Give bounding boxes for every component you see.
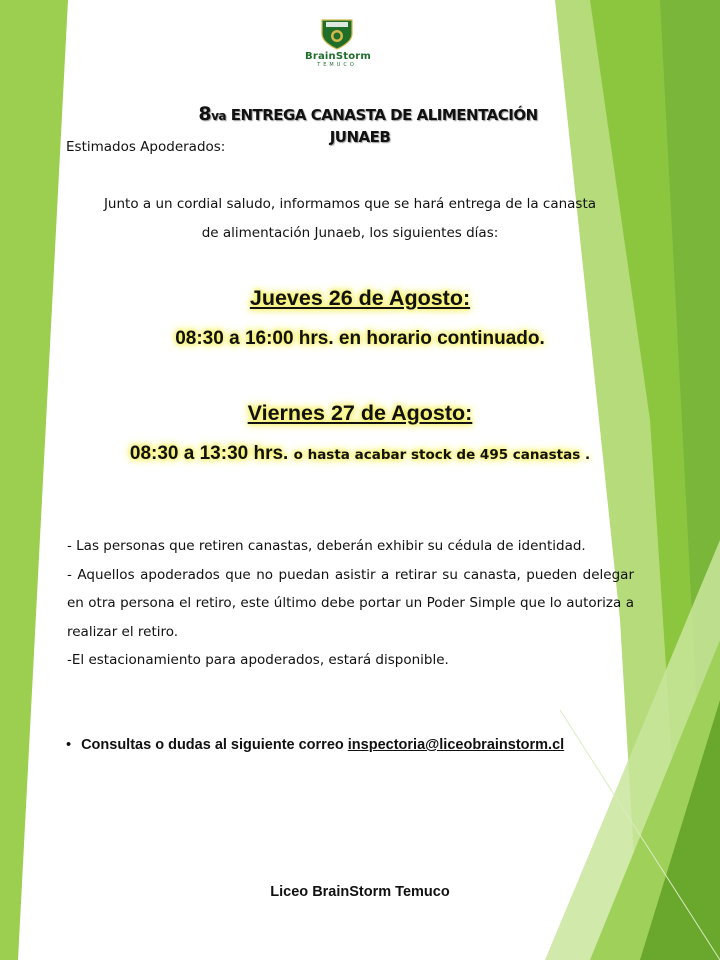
contact-line: [66, 737, 564, 753]
day2-hours: 08:30 a 13:30 hrs.: [129, 443, 294, 464]
title-number: 8: [198, 103, 212, 125]
intro-line2: de alimentación Junaeb, los siguientes días:: [201, 225, 499, 241]
crest-icon: [320, 18, 354, 50]
greeting: Estimados Apoderados:: [66, 139, 226, 155]
day1-date: Jueves 26 de Agosto:: [249, 286, 471, 310]
intro-line1: Junto a un cordial saludo, informamos que se hará entrega de la canasta: [103, 196, 597, 212]
day2-date: Viernes 27 de Agosto:: [247, 401, 473, 425]
notes-block: [67, 532, 634, 675]
day2-note: o hasta acabar stock de 495 canastas .: [293, 447, 591, 463]
announcement-title: [0, 103, 720, 125]
school-logo: [305, 18, 372, 68]
logo-city: TEMUCO: [317, 62, 357, 68]
title-line1: ENTREGA CANASTA DE ALIMENTACIÓN: [226, 106, 538, 124]
logo-brand: BrainStorm: [305, 51, 372, 62]
day1-hours: 08:30 a 16:00 hrs. en horario continuado.: [175, 328, 545, 349]
title-line2: JUNAEB: [329, 128, 391, 146]
note-id: - Las personas que retiren canastas, deberán exhibir su cédula de identidad.: [67, 538, 586, 554]
note-parking: -El estacionamiento para apoderados, estará disponible.: [67, 652, 449, 669]
bullet-icon: •: [66, 737, 72, 753]
contact-email-link[interactable]: inspectoria@liceobrainstorm.cl: [347, 737, 565, 753]
title-suffix: va: [211, 109, 226, 123]
contact-text: Consultas o dudas al siguiente correo: [81, 737, 348, 753]
footer-signature: Liceo BrainStorm Temuco: [270, 884, 450, 900]
day2-hours-line: [0, 443, 720, 465]
note-delegate: - Aquellos apoderados que no puedan asistir a retirar su canasta, pueden delegar en otra persona el retiro, este último debe portar un Poder Simple que lo autoriza a realizar el retiro.: [67, 566, 634, 640]
